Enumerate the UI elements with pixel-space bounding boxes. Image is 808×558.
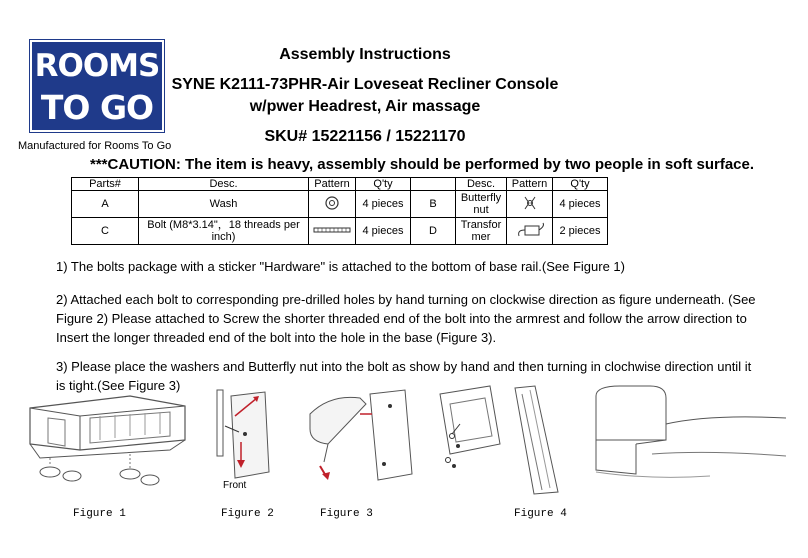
header-cell: Q'ty [553,178,608,191]
header-cell: Q'ty [356,178,411,191]
figure-3-caption: Figure 3 [320,508,373,520]
table-row [72,218,608,245]
part-desc: Wash [139,191,309,218]
figure-2-caption: Figure 2 [221,508,274,520]
sku-line: SKU# 15221156 / 15221170 [264,128,466,145]
part-letter: B [411,191,456,218]
figure-4-illustration [430,384,590,496]
figure-1-illustration [20,388,195,498]
part-letter: D [411,218,456,245]
figure-1-caption: Figure 1 [73,508,126,520]
part-desc: Transfor mer [456,218,507,245]
part-letter: A [72,191,139,218]
figure-4-caption: Figure 4 [514,508,567,520]
washer-icon [309,191,356,218]
header-cell: Desc. [456,178,507,191]
part-desc: Bolt (M8*3.14"，18 threads per inch) [139,218,309,245]
step-3: 3) Please place the washers and Butterfly nut into the bolt as show by hand and then turning in clochwise direction until it is tight.(See Figure 3) [56,359,752,393]
product-name: SYNE K2111-73PHR-Air Loveseat Recliner Console [171,76,559,93]
step-1: 1) The bolts package with a sticker "Hardware" is attached to the bottom of base rail.(See Figure 1) [56,259,625,274]
header-cell [411,178,456,191]
part-desc: Butterfly nut [456,191,507,218]
part-qty: 4 pieces [553,191,608,218]
caution-note: ***CAUTION: The item is heavy, assembly should be performed by two people in soft surface. [90,156,755,173]
couch-detail-illustration [590,384,790,496]
figure-3-illustration [300,384,430,494]
header-cell: Pattern [507,178,553,191]
butterfly-nut-icon [507,191,553,218]
manufacturer-note: Manufactured for Rooms To Go [18,140,172,152]
part-qty: 4 pieces [356,218,411,245]
part-letter: C [72,218,139,245]
logo-line1: ROOMS [34,48,160,84]
header-cell: Pattern [309,178,356,191]
document-title: Assembly Instructions [279,46,451,63]
part-qty: 4 pieces [356,191,411,218]
fig2-front-label: Front [223,480,247,491]
part-qty: 2 pieces [553,218,608,245]
product-subtitle: w/pwer Headrest, Air massage [249,98,481,115]
parts-table [71,177,608,245]
logo-line2: TO GO [40,88,154,127]
table-header-row [72,178,608,191]
table-row [72,191,608,218]
rooms-to-go-logo [30,40,164,132]
bolt-icon [309,218,356,245]
transformer-icon [507,218,553,245]
figure-2-illustration [205,386,305,496]
header-cell: Desc. [139,178,309,191]
step-2: 2) Attached each bolt to corresponding pre-drilled holes by hand turning on clockwise direction as figure underneath. (See Figure 2) Please attached to Screw the shorter threaded end of the bolt into the armrest and follow the arrow direction to Insert the longer threaded end of the bolt into the hole in the base (Figure 3). [56,292,756,345]
header-cell: Parts# [72,178,139,191]
